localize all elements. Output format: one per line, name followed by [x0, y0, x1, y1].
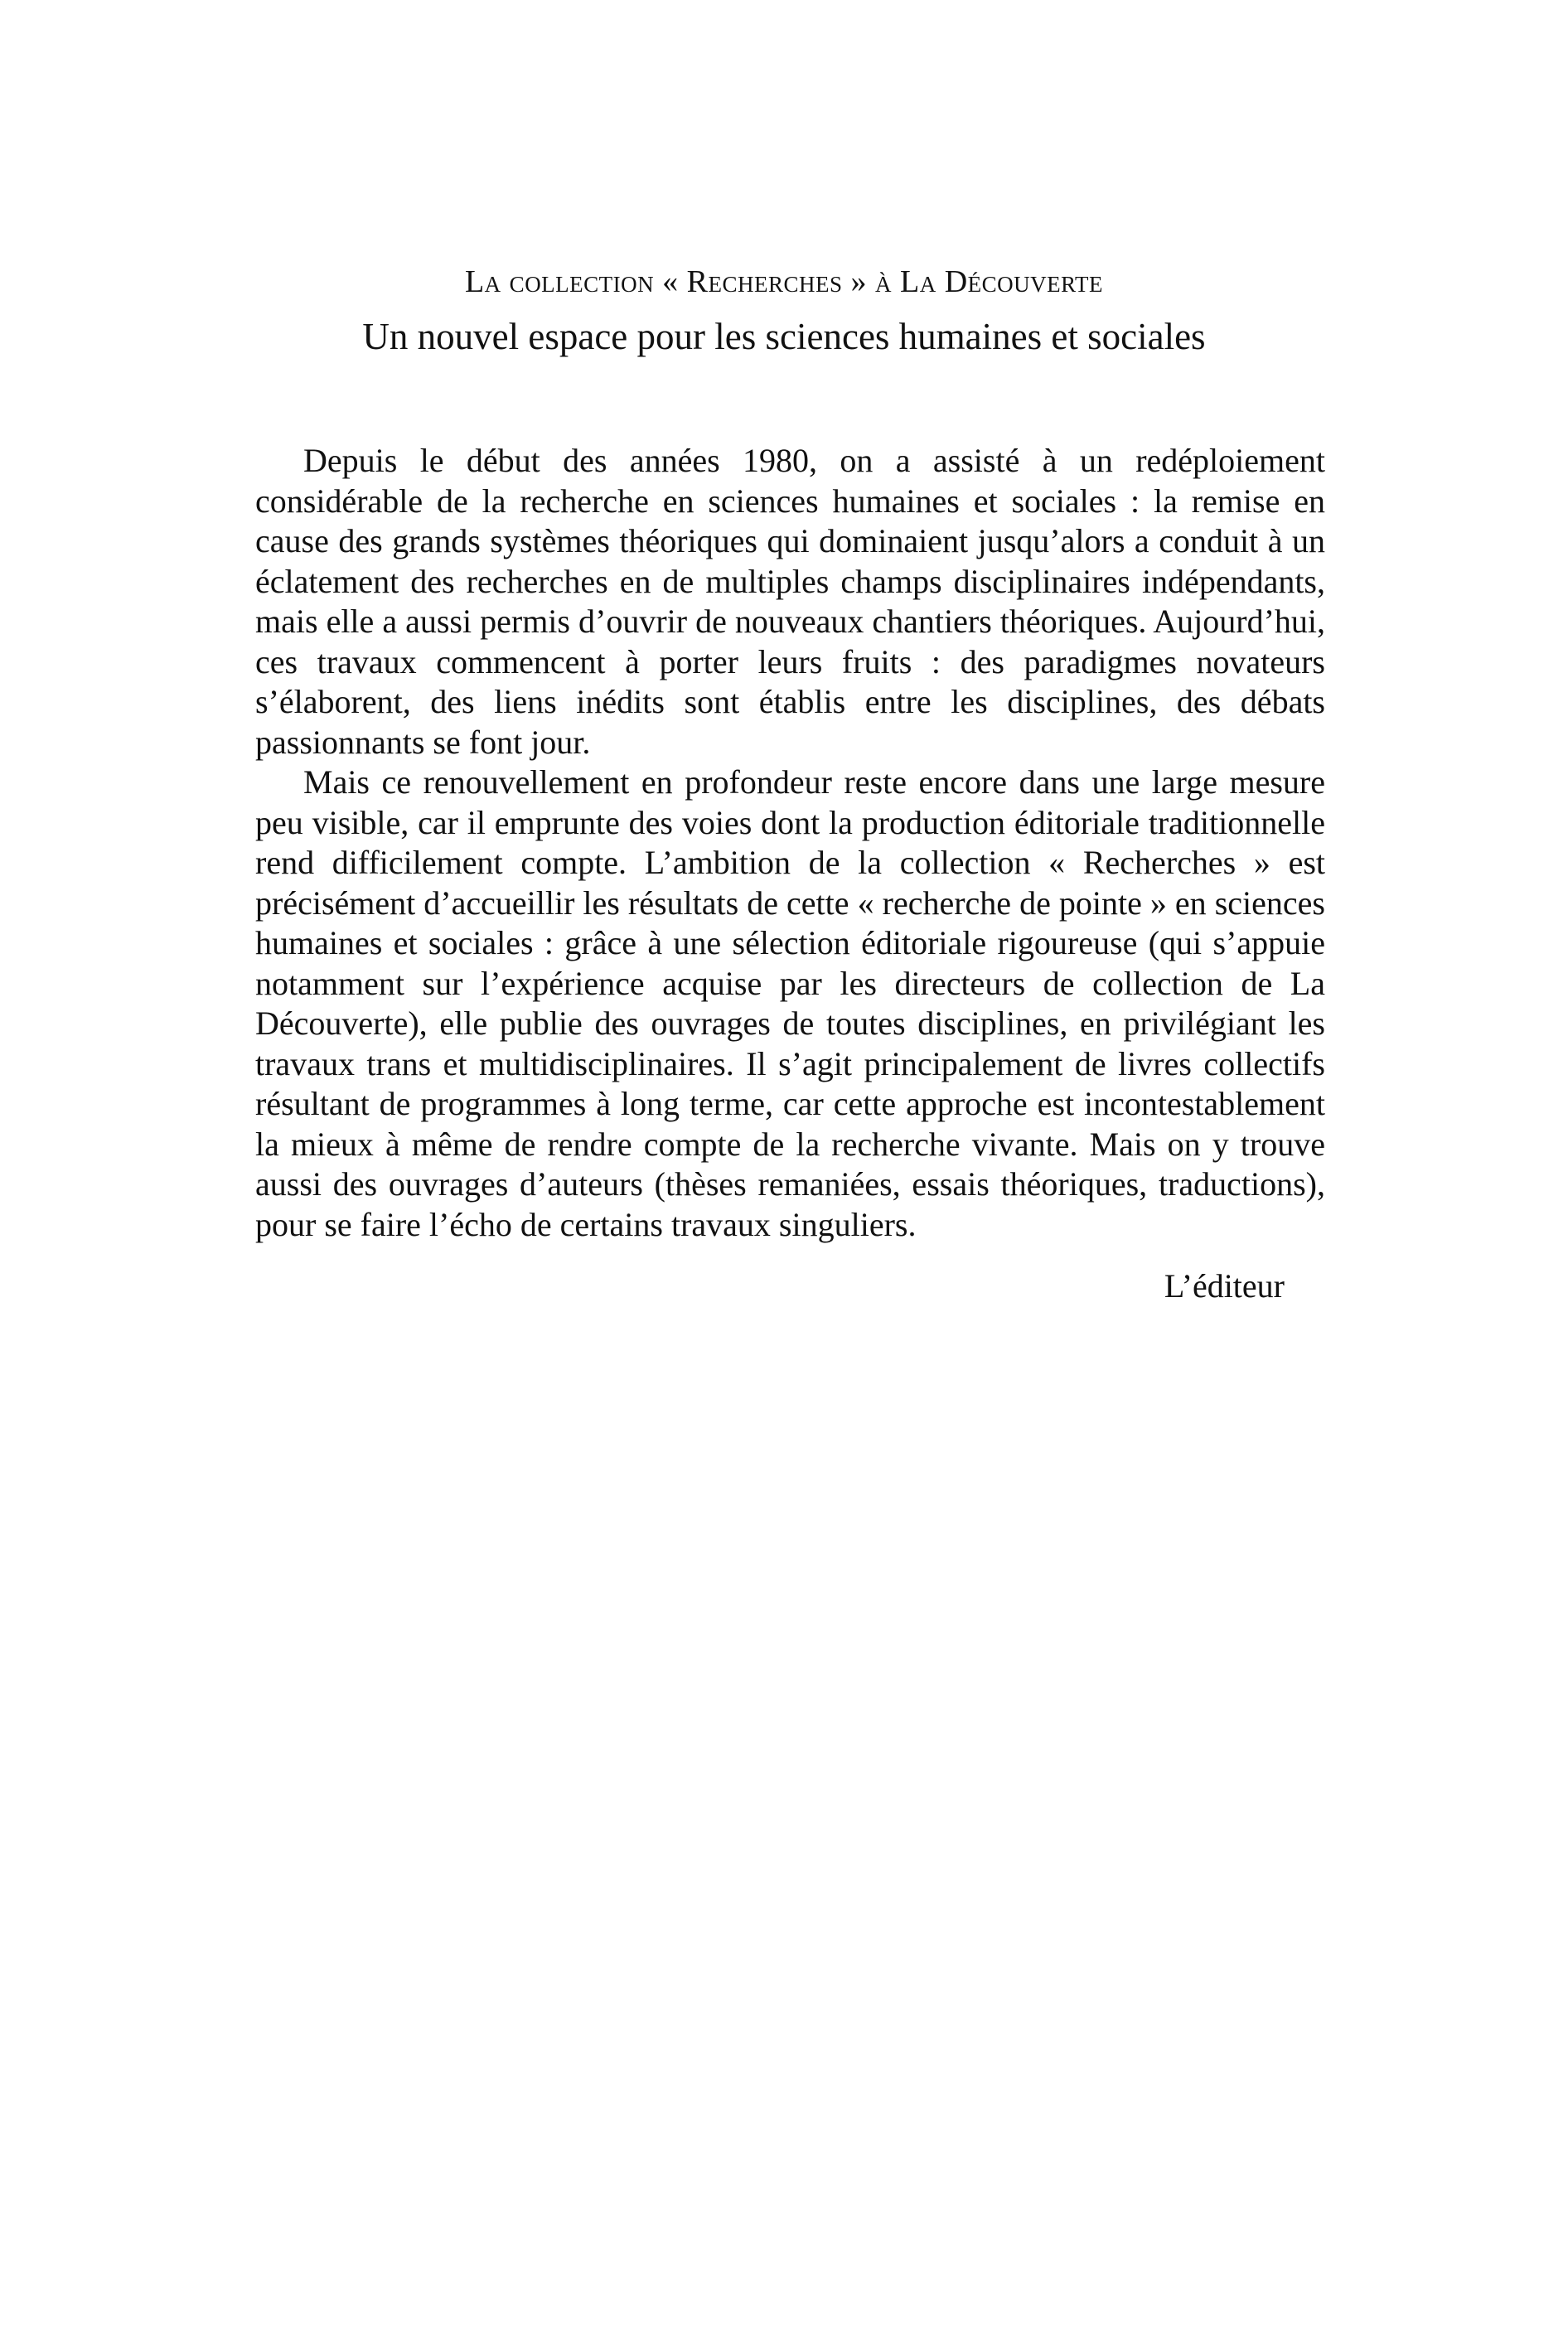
- paragraph-1: Depuis le début des années 1980, on a assisté à un redéploiement considérable de la recherche en sciences humaines et sociales : la remise en cause des grands systèmes théoriques qui dominaient jusqu’alors a conduit à un éclatement des recherches en de multiples champs disciplinaires indépendants, mais elle a aussi permis d’ouvrir de nouveaux chantiers théoriques. Aujourd’hui, ces travaux commencent à porter leurs fruits : des paradigmes novateurs s’élaborent, des liens inédits sont établis entre les disciplines, des débats passionnants se font jour.: [255, 442, 1325, 761]
- page-subtitle: Un nouvel espace pour les sciences humaines et sociales: [362, 316, 1206, 357]
- paragraph-2: Mais ce renouvellement en profondeur reste encore dans une large mesure peu visible, car il emprunte des voies dont la production éditoriale traditionnelle rend difficilement compte. L’ambition de la collection « Recherches » est précisément d’accueillir les résultats de cette « recherche de pointe » en sciences humaines et sociales : grâce à une sélection éditoriale rigoureuse (qui s’appuie notamment sur l’expérience acquise par les directeurs de collection de La Découverte), elle publie des ouvrages de toutes disciplines, en privilégiant les travaux trans et multidisciplinaires. Il s’agit principalement de livres collectifs résultant de programmes à long terme, car cette approche est incontestablement la mieux à même de rendre compte de la recherche vivante. Mais on y trouve aussi des ouvrages d’auteurs (thèses remaniées, essais théoriques, traductions), pour se faire l’écho de certains travaux singuliers.: [255, 763, 1325, 1243]
- collection-title: La collection « Recherches » à La Découverte: [464, 264, 1104, 299]
- body-text: [255, 441, 1325, 1245]
- signature: L’éditeur: [1164, 1267, 1285, 1305]
